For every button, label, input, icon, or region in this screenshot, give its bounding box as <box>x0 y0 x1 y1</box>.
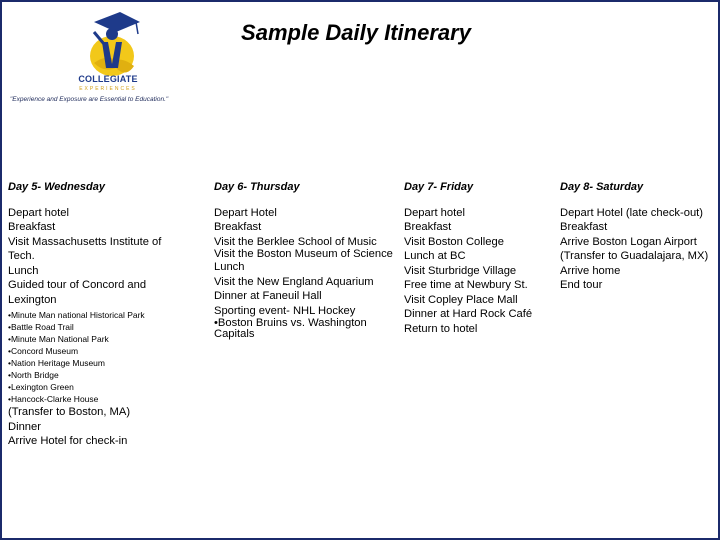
day7-item: Breakfast <box>404 221 452 233</box>
day7-item: Free time at Newbury St. <box>404 279 528 291</box>
day5-item: Breakfast <box>8 221 56 233</box>
day5-sub-item: •Concord Museum <box>8 346 79 356</box>
day5-sub-item: •Nation Heritage Museum <box>8 358 105 368</box>
day8-item: Depart Hotel (late check-out) <box>560 206 704 219</box>
page-title: Sample Daily Itinerary <box>241 20 471 45</box>
day7-item: Lunch at BC <box>404 250 466 262</box>
day5-item: Visit Massachusetts Institute of Tech. <box>8 235 162 262</box>
day5-sub-item: •Minute Man National Park <box>8 334 109 344</box>
day5-header: Day 5- Wednesday <box>8 181 106 193</box>
day7-header: Day 7- Friday <box>404 181 474 193</box>
day8-item: Arrive home <box>560 264 621 277</box>
day7-item: Return to hotel <box>404 322 478 335</box>
day7-item: Visit Boston College <box>404 235 504 248</box>
day5-item: Depart hotel <box>8 206 69 219</box>
day6-item: Sporting event- NHL Hockey <box>214 304 356 317</box>
day5-sub-item: •Lexington Green <box>8 382 74 392</box>
day8-item: Breakfast <box>560 221 608 233</box>
day6-column <box>214 180 394 340</box>
logo-name: COLLEGIATE <box>78 74 138 84</box>
logo-tagline: "Experience and Exposure are Essential to Education." <box>10 96 169 103</box>
day8-item: End tour <box>560 279 603 291</box>
day5-column <box>8 180 184 449</box>
day6-item: Depart Hotel <box>214 206 277 219</box>
day6-header: Day 6- Thursday <box>214 181 300 193</box>
day5-item: Lunch <box>8 264 39 277</box>
day8-column <box>560 180 712 293</box>
graduate-logo-icon <box>64 8 164 98</box>
day7-item: Dinner at Hard Rock Café <box>404 308 533 320</box>
slide <box>2 2 718 538</box>
day6-item: •Boston Bruins vs. Washington Capitals <box>214 317 367 340</box>
day7-column <box>404 180 554 336</box>
logo-subtitle: EXPERIENCES <box>79 86 137 92</box>
day5-sub-item: •Hancock-Clarke House <box>8 394 99 404</box>
day8-item: (Transfer to Guadalajara, MX) <box>560 250 709 262</box>
day6-item: Visit the Boston Museum of Science <box>214 248 393 260</box>
day5-item: Guided tour of Concord and Lexington <box>8 279 147 306</box>
day7-item: Visit Copley Place Mall <box>404 293 518 306</box>
day5-item: (Transfer to Boston, MA) <box>8 406 131 418</box>
day6-item: Lunch <box>214 261 245 273</box>
day5-item: Arrive Hotel for check-in <box>8 435 128 447</box>
day6-item: Visit the Berklee School of Music <box>214 235 377 248</box>
day6-item: Breakfast <box>214 221 262 233</box>
day5-sub-item: •Battle Road Trail <box>8 322 74 332</box>
day5-sub-item: •Minute Man national Historical Park <box>8 310 145 320</box>
day5-sub-item: •North Bridge <box>8 370 59 380</box>
day8-header: Day 8- Saturday <box>560 181 644 193</box>
day6-item: Visit the New England Aquarium <box>214 275 374 288</box>
day7-item: Visit Sturbridge Village <box>404 264 517 277</box>
day7-item: Depart hotel <box>404 206 465 219</box>
day8-item: Arrive Boston Logan Airport <box>560 235 697 248</box>
day6-item: Dinner at Faneuil Hall <box>214 290 322 302</box>
day5-item: Dinner <box>8 420 41 433</box>
